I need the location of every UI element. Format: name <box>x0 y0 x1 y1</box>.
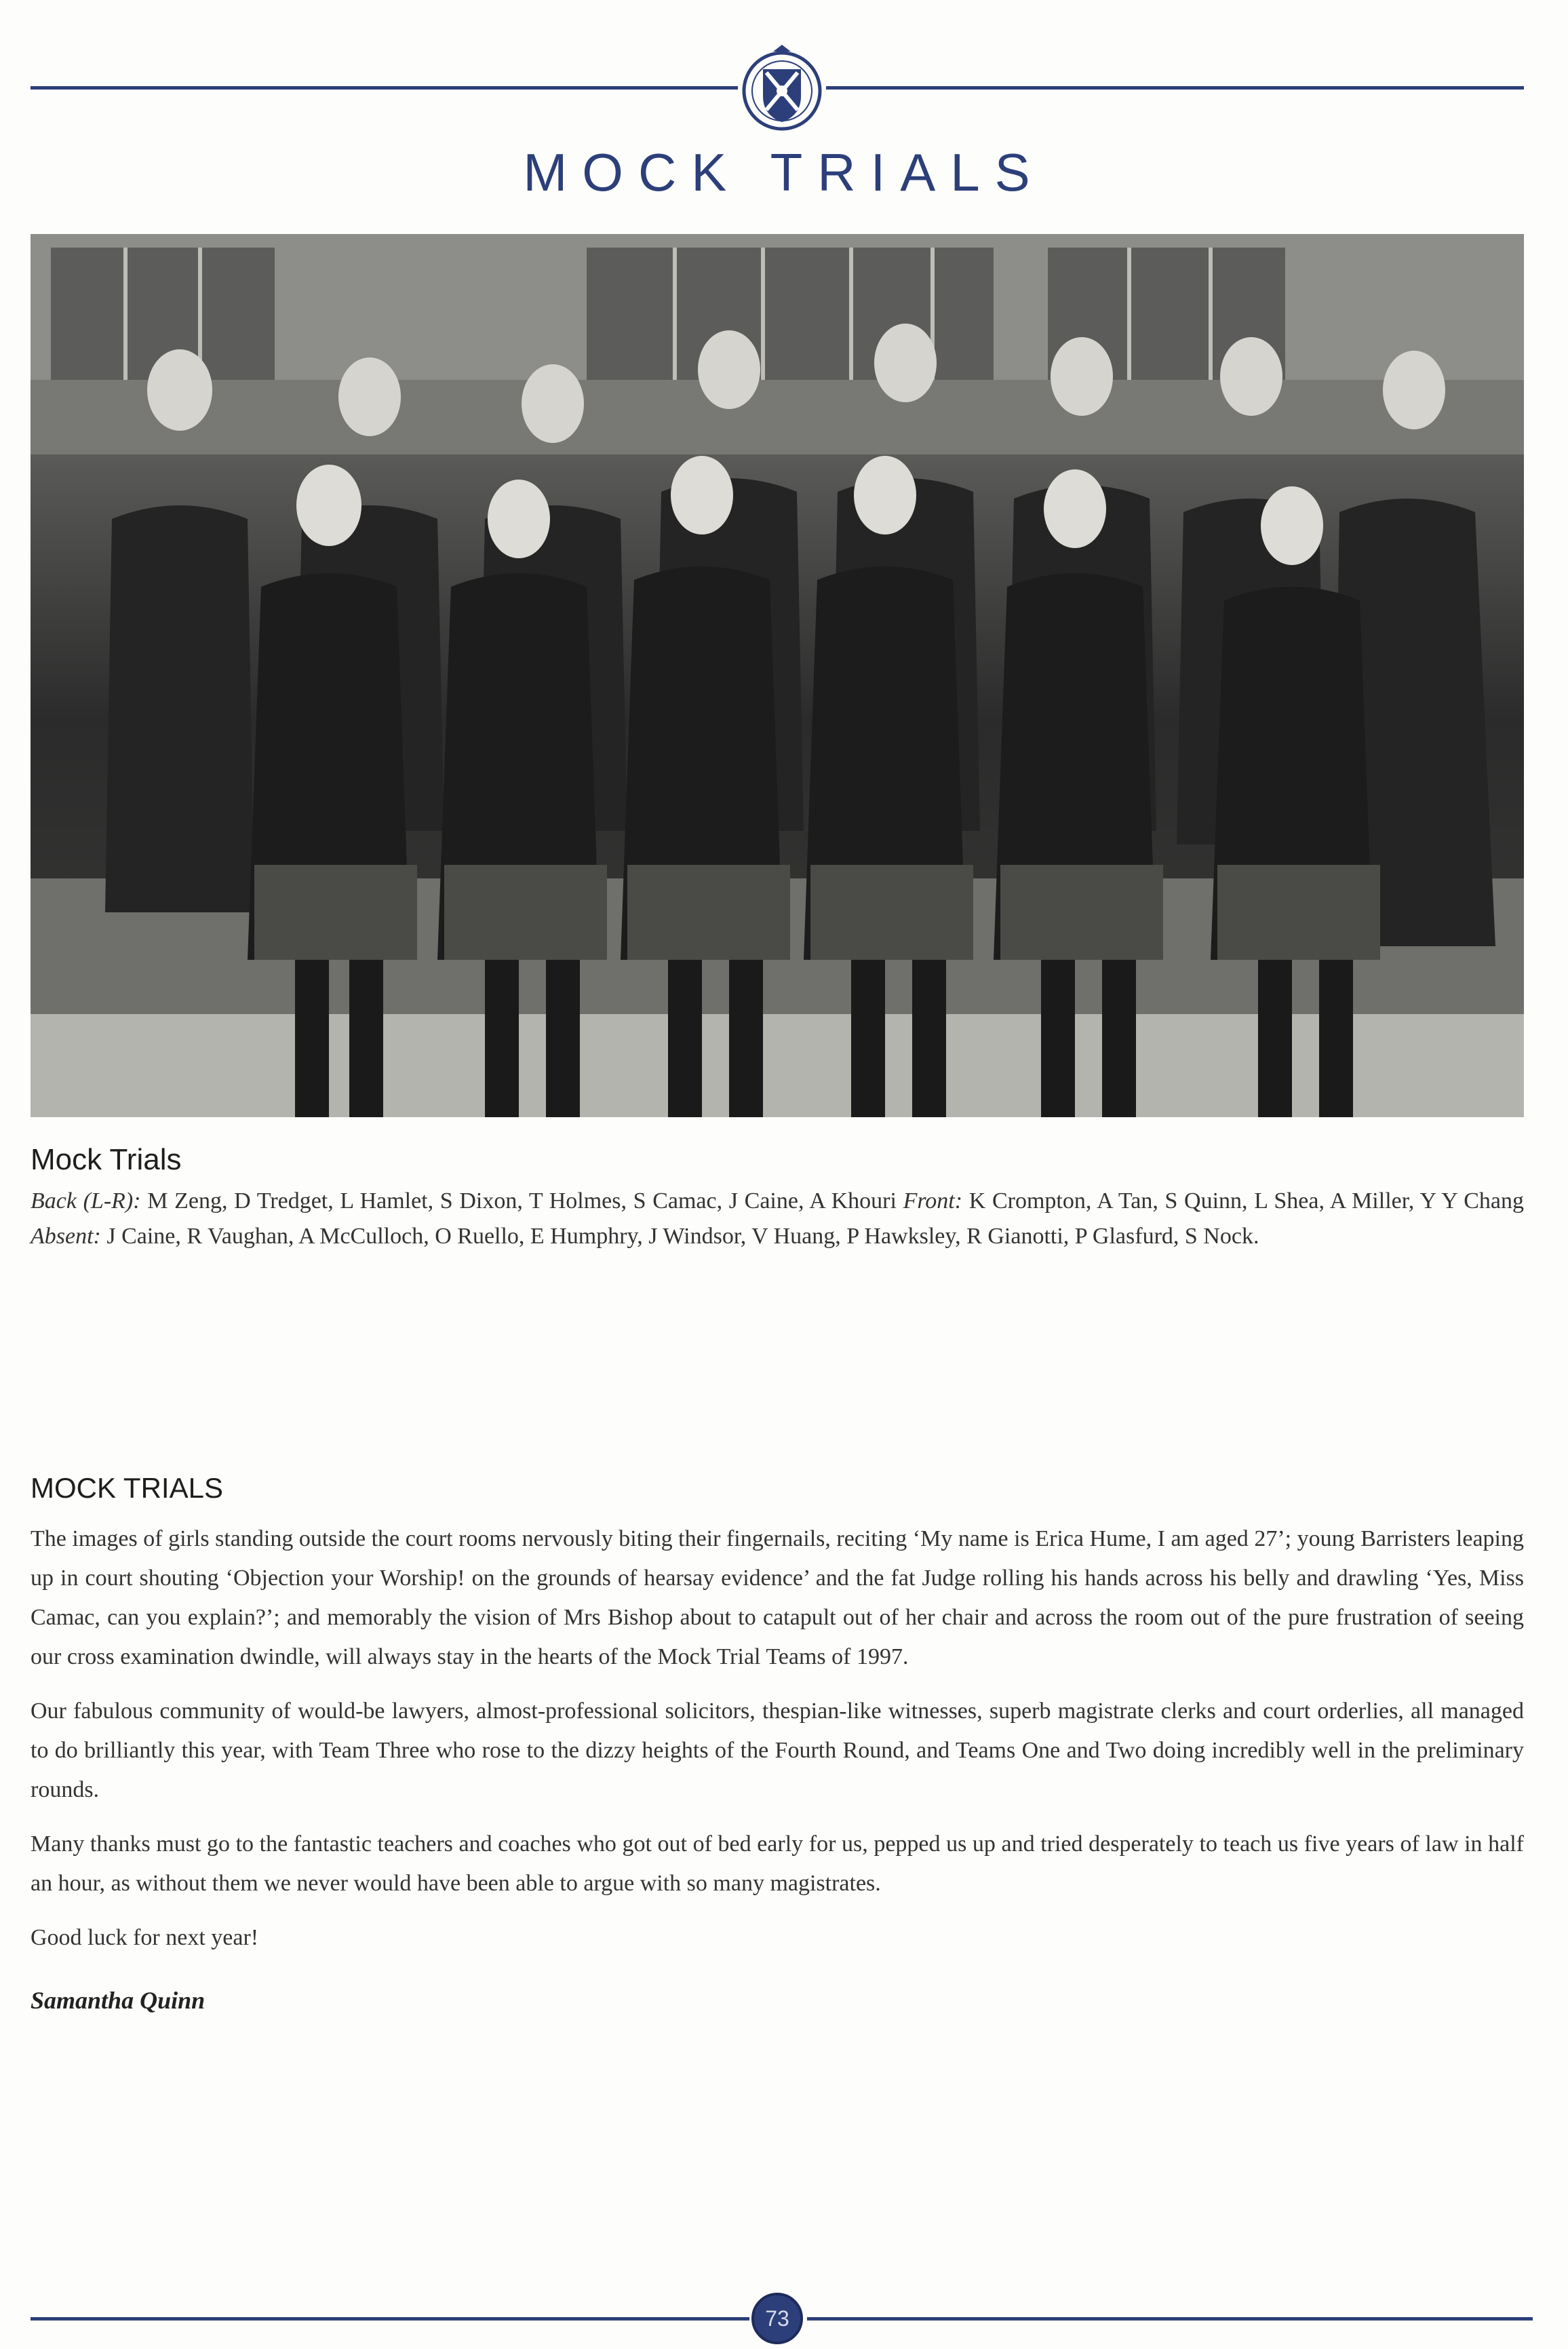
article-paragraph: The images of girls standing outside the court rooms nervously biting their fingernails, reciting ‘My name is Erica Hume, I am aged 27’; young Barristers leaping up in court shouting ‘Objection your Worship! on the grounds of hearsay evidence’ and the fat Judge rolling his hands across his belly and drawling ‘Yes, Miss Camac, can you explain?’; and memorably the vision of Mrs Bishop about to catapult out of her chair and across the room out of the pure frustration of seeing our cross examination dwindle, will always stay in the hearts of the Mock Trial Teams of 1997. <box>31 1526 1524 1669</box>
caption-front-names: K Crompton, A Tan, S Quinn, L Shea, A Miller, Y Y Chang <box>968 1188 1524 1214</box>
page-number: 73 <box>765 2306 789 2331</box>
article-body <box>31 1519 1524 1973</box>
footer-rule-left <box>31 2317 749 2321</box>
caption-absent-names: J Caine, R Vaughan, A McCulloch, O Ruello, E Humphry, J Windsor, V Huang, P Hawksley, R Gianotti, P Glasfurd, S Nock. <box>106 1224 1259 1249</box>
caption-title: Mock Trials <box>31 1143 182 1176</box>
team-photo-graphic <box>31 234 1524 1117</box>
caption-text <box>31 1184 1524 1254</box>
header-rule-left <box>31 86 738 90</box>
school-crest-icon <box>739 42 825 137</box>
article-paragraph: Our fabulous community of would-be lawyers, almost-professional solicitors, thespian-like witnesses, superb magistrate clerks and court orderlies, all managed to do brilliantly this year, with Team Three who rose to the dizzy heights of the Fourth Round, and Teams One and Two doing incredibly well in the preliminary rounds. <box>31 1698 1524 1802</box>
caption-absent-label: Absent: <box>31 1224 101 1249</box>
caption-front-label: Front: <box>903 1188 963 1214</box>
caption-back-names: M Zeng, D Tredget, L Hamlet, S Dixon, T Holmes, S Camac, J Caine, A Khouri <box>147 1188 897 1214</box>
article-title: MOCK TRIALS <box>31 1472 223 1504</box>
caption-back-label: Back (L-R): <box>31 1188 141 1214</box>
footer-rule-right <box>807 2317 1533 2321</box>
article-paragraph: Many thanks must go to the fantastic teachers and coaches who got out of bed early for us, pepped us up and tried desperately to teach us five years of law in half an hour, as without them we never would have been able to argue with so many magistrates. <box>31 1831 1524 1896</box>
header-rule-right <box>826 86 1524 90</box>
page-number-badge <box>751 2293 803 2344</box>
article-paragraph: Good luck for next year! <box>31 1925 259 1950</box>
page-title: MOCK TRIALS <box>523 142 1045 202</box>
author-signature: Samantha Quinn <box>31 1987 205 2014</box>
team-photo <box>31 234 1524 1117</box>
